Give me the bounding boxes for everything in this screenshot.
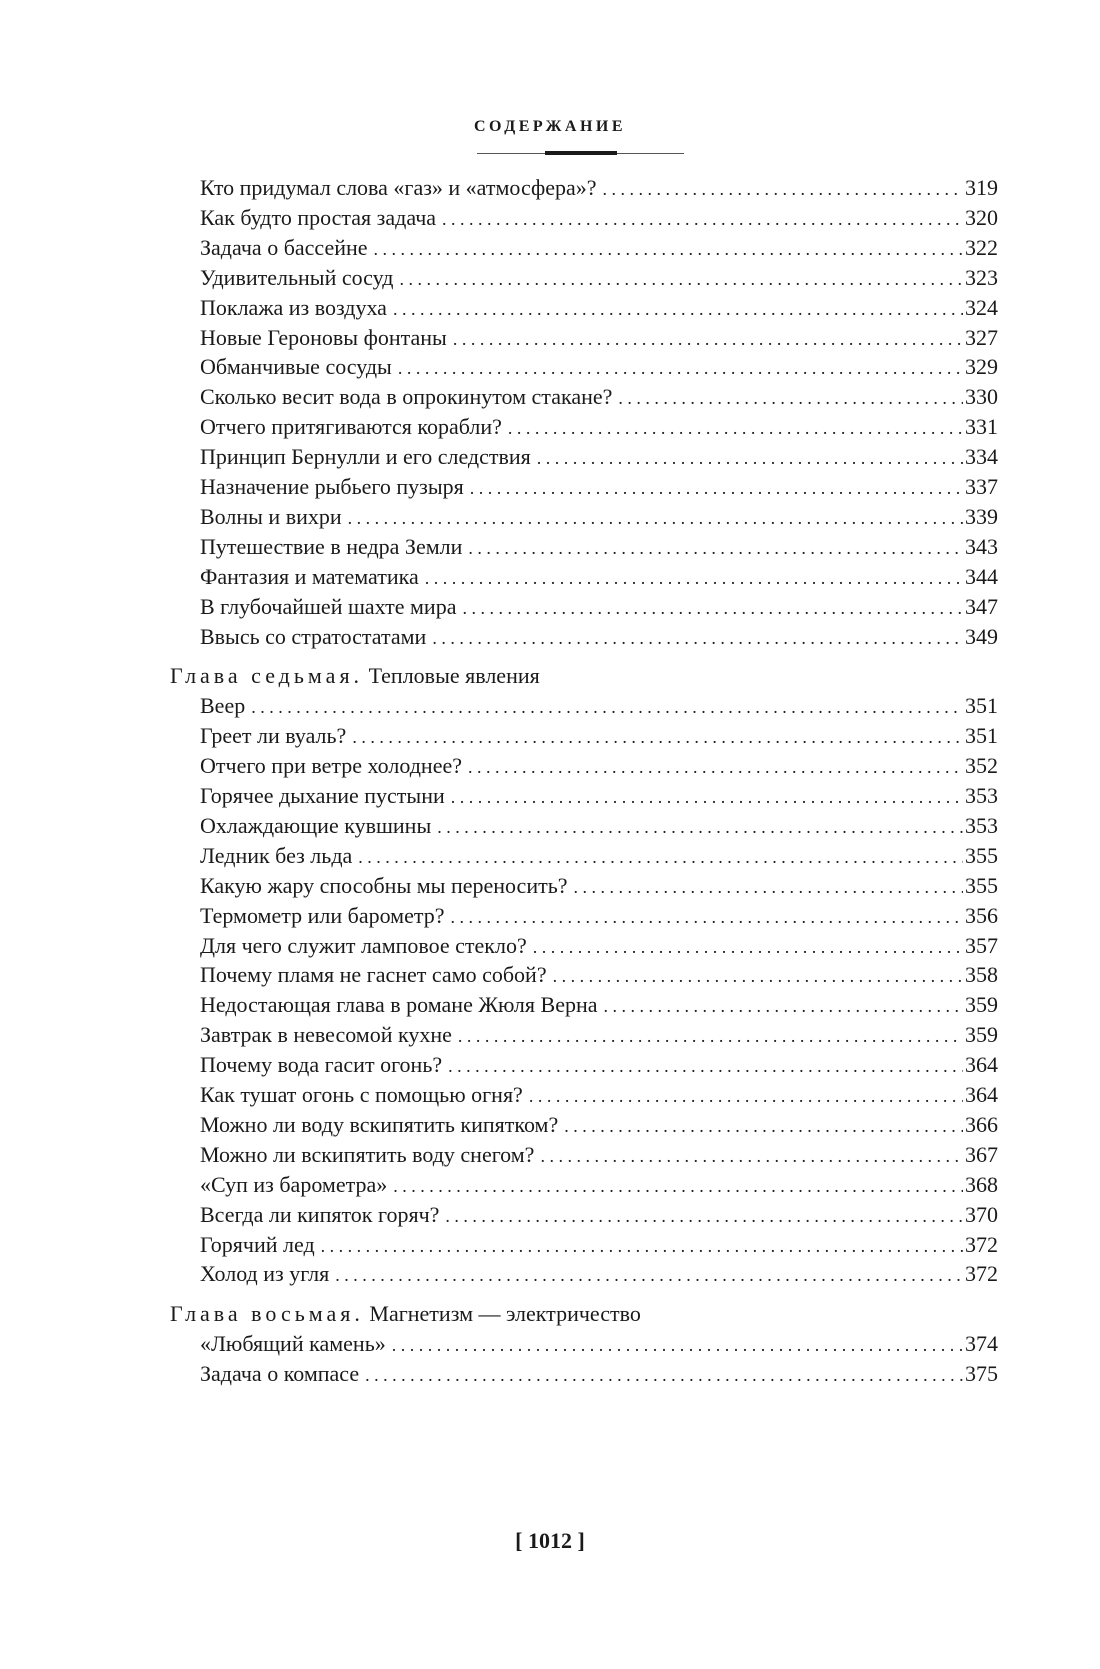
dot-leader: [603, 173, 963, 204]
toc-entry-title: Кто придумал слова «газ» и «атмосфера»?: [200, 175, 597, 200]
page-number: [ 1012 ]: [515, 1528, 585, 1553]
toc-entry: [200, 840, 998, 872]
toc-entry: [200, 381, 998, 413]
running-header: СОДЕРЖАНИЕ: [473, 118, 627, 135]
toc-entry-page: 327: [965, 324, 998, 350]
toc-entry: [200, 232, 998, 264]
toc-entry-title: «Суп из барометра»: [200, 1171, 388, 1197]
toc-entry-title: Холод из угля: [200, 1261, 330, 1287]
toc-entry-page: 366: [965, 1111, 998, 1137]
dot-leader: [437, 811, 963, 842]
toc-entry: [200, 1019, 998, 1051]
toc-entry-title: Ледник без льда: [200, 842, 353, 868]
dot-leader: [462, 592, 963, 623]
toc-entry: [200, 351, 998, 383]
toc-entry-page: 319: [965, 175, 998, 200]
toc-entry: [200, 441, 998, 473]
toc-entry-title: Горячее дыхание пустыни: [200, 783, 445, 808]
dot-leader: [392, 1329, 963, 1360]
toc-entry-title: Сколько весит вода в опрокинутом стакане?: [200, 384, 613, 410]
toc-entry-page: 329: [965, 354, 998, 380]
toc-entry-title: Термометр или барометр?: [200, 902, 445, 928]
toc-entry-title: Веер: [200, 693, 246, 719]
toc-entry: [200, 411, 998, 443]
toc-entry: [200, 1049, 998, 1081]
dot-leader: [458, 1020, 963, 1051]
dot-leader: [508, 412, 963, 443]
toc-entry-page: 353: [965, 783, 998, 808]
dot-leader: [553, 960, 963, 991]
toc-entry-title: Горячий лед: [200, 1231, 315, 1257]
dot-leader: [445, 1200, 963, 1231]
dot-leader: [604, 990, 963, 1021]
toc-entry-title: Волны и вихри: [200, 503, 342, 529]
toc-entry-title: Удивительный сосуд: [200, 264, 394, 290]
toc-entry-page: 347: [965, 593, 998, 619]
toc-entry-title: Назначение рыбьего пузыря: [200, 474, 464, 499]
toc-entry: [200, 1199, 998, 1231]
toc-entry-page: 355: [965, 842, 998, 868]
toc-entry: [200, 1328, 998, 1360]
toc-entry-page: 359: [965, 992, 998, 1018]
toc-entry-page: 375: [965, 1361, 998, 1387]
dot-leader: [574, 871, 963, 902]
toc-entry-page: 351: [965, 723, 998, 749]
toc-entry-page: 367: [965, 1141, 998, 1167]
toc-entry-page: 368: [965, 1171, 998, 1197]
toc-entry-page: 358: [965, 962, 998, 988]
toc-entry-title: В глубочайшей шахте мира: [200, 593, 457, 619]
toc-entry-page: 359: [965, 1022, 998, 1048]
toc-entry-title: Поклажа из воздуха: [200, 294, 387, 320]
toc-entry-title: Путешествие в недра Земли: [200, 533, 463, 559]
dot-leader: [251, 691, 963, 722]
toc-entry-title: Обманчивые сосуды: [200, 354, 392, 380]
toc-entry-page: 370: [965, 1201, 998, 1227]
toc-entry-title: Завтрак в невесомой кухне: [200, 1022, 452, 1048]
toc-entry-title: Как будто простая задача: [200, 204, 437, 230]
toc-entry-title: Греет ли вуаль?: [200, 723, 347, 749]
dot-leader: [335, 1259, 963, 1290]
toc-entry-page: 324: [965, 294, 998, 320]
toc-entry-title: Фантазия и математика: [200, 563, 419, 589]
toc-entry-title: Ввысь со стратостатами: [200, 623, 427, 649]
dot-leader: [393, 1170, 963, 1201]
dot-leader: [451, 901, 963, 932]
toc-entry-page: 322: [965, 234, 998, 260]
toc-entry: [200, 1229, 998, 1261]
toc-entry-page: 353: [965, 812, 998, 838]
toc-entry: [200, 930, 998, 962]
dot-leader: [533, 931, 963, 962]
toc-entry-title: Как тушат огонь с помощью огня?: [200, 1082, 523, 1107]
toc-entry: [200, 1109, 998, 1141]
toc-entry: [200, 1079, 998, 1111]
chapter-heading: [170, 1298, 641, 1330]
toc-entry: [200, 501, 998, 533]
dot-leader: [470, 472, 963, 503]
chapter-label: Глава седьмая.: [170, 663, 364, 689]
dot-leader: [540, 1140, 963, 1171]
toc-entry: [200, 262, 998, 294]
toc-entry-page: 330: [965, 384, 998, 410]
toc-entry-page: 349: [965, 623, 998, 649]
toc-entry-title: Почему вода гасит огонь?: [200, 1052, 443, 1078]
toc-entry: [200, 810, 998, 842]
dot-leader: [618, 382, 963, 413]
toc-entry: [200, 870, 998, 902]
dot-leader: [564, 1110, 963, 1141]
dot-leader: [393, 293, 963, 324]
toc-entry-title: Задача о бассейне: [200, 234, 368, 260]
toc-entry-title: Охлаждающие кувшины: [200, 812, 432, 838]
chapter-label: Глава восьмая.: [170, 1301, 364, 1327]
chapter-title: Магнетизм — электричество: [369, 1301, 641, 1327]
toc-entry-title: Всегда ли кипяток горяч?: [200, 1201, 440, 1227]
toc-entry: [200, 531, 998, 563]
dot-leader: [399, 263, 963, 294]
chapter-heading: [170, 660, 540, 692]
toc-entry: [200, 292, 998, 324]
header-rule-accent: [545, 151, 617, 155]
toc-entry: [200, 1258, 998, 1290]
dot-leader: [374, 233, 963, 264]
dot-leader: [468, 751, 963, 782]
toc-entry-page: 357: [965, 932, 998, 958]
dot-leader: [365, 1359, 963, 1390]
dot-leader: [442, 203, 963, 234]
dot-leader: [451, 781, 963, 812]
toc-entry: [200, 591, 998, 623]
toc-entry-page: 351: [965, 693, 998, 719]
toc-entry-title: Недостающая глава в романе Жюля Верна: [200, 992, 598, 1018]
toc-entry: [200, 621, 998, 653]
dot-leader: [537, 442, 963, 473]
toc-entry-title: Новые Героновы фонтаны: [200, 324, 447, 350]
toc-entry: [200, 1169, 998, 1201]
toc-entry-title: «Любящий камень»: [200, 1331, 386, 1357]
toc-entry: [200, 172, 998, 204]
toc-entry-page: 334: [965, 444, 998, 470]
toc-entry-page: 364: [965, 1052, 998, 1078]
dot-leader: [348, 502, 963, 533]
toc-entry: [200, 1139, 998, 1171]
toc-entry: [200, 959, 998, 991]
toc-entry-page: 343: [965, 533, 998, 559]
dot-leader: [358, 841, 963, 872]
toc-entry: [200, 690, 998, 722]
toc-entry-title: Задача о компасе: [200, 1361, 360, 1387]
dot-leader: [432, 622, 963, 653]
toc-entry: [200, 900, 998, 932]
toc-entry: [200, 989, 998, 1021]
toc-entry: [200, 720, 998, 752]
chapter-title: Тепловые явления: [368, 663, 540, 689]
dot-leader: [321, 1230, 963, 1261]
toc-entry-page: 323: [965, 264, 998, 290]
toc-entry-title: Почему пламя не гаснет само собой?: [200, 962, 547, 988]
dot-leader: [425, 562, 963, 593]
dot-leader: [468, 532, 963, 563]
toc-entry-title: Отчего притягиваются корабли?: [200, 414, 502, 440]
toc-entry-page: 331: [965, 414, 998, 440]
toc-entry: [200, 1358, 998, 1390]
toc-entry-title: Какую жару способны мы переносить?: [200, 872, 568, 898]
toc-entry: [200, 202, 998, 234]
toc-entry-page: 339: [965, 503, 998, 529]
toc-entry-page: 320: [965, 204, 998, 230]
dot-leader: [529, 1080, 963, 1111]
toc-entry-page: 355: [965, 872, 998, 898]
toc-entry-page: 352: [965, 753, 998, 779]
toc-entry: [200, 780, 998, 812]
toc-entry-page: 372: [965, 1261, 998, 1287]
toc-entry-page: 337: [965, 474, 998, 499]
toc-entry: [200, 471, 998, 503]
dot-leader: [352, 721, 963, 752]
toc-entry-page: 344: [965, 563, 998, 589]
toc-entry-title: Для чего служит ламповое стекло?: [200, 932, 527, 958]
toc-entry-title: Отчего при ветре холоднее?: [200, 753, 463, 779]
dot-leader: [453, 323, 963, 354]
toc-entry: [200, 322, 998, 354]
dot-leader: [398, 352, 963, 383]
toc-entry-page: 364: [965, 1082, 998, 1107]
toc-entry-title: Можно ли вскипятить воду снегом?: [200, 1141, 535, 1167]
dot-leader: [448, 1050, 963, 1081]
toc-entry-title: Принцип Бернулли и его следствия: [200, 444, 531, 470]
toc-entry-title: Можно ли воду вскипятить кипятком?: [200, 1111, 559, 1137]
toc-entry-page: 356: [965, 902, 998, 928]
toc-entry: [200, 561, 998, 593]
toc-entry: [200, 750, 998, 782]
toc-entry-page: 374: [965, 1331, 998, 1357]
toc-entry-page: 372: [965, 1231, 998, 1257]
